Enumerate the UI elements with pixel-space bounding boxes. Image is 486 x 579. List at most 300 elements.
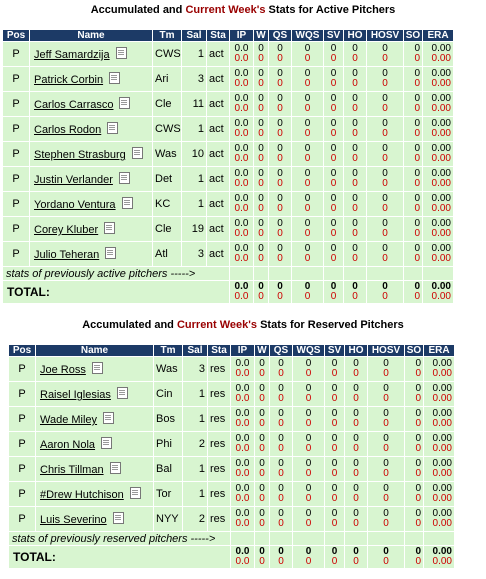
- position-cell: P: [3, 117, 29, 141]
- accumulated-value: 0: [258, 118, 264, 129]
- current-week-value: 0: [259, 393, 265, 404]
- stat-cell-hosv: [367, 242, 403, 266]
- stat-cell-so: [404, 242, 422, 266]
- player-notes-icon[interactable]: [103, 412, 114, 424]
- stat-cell-hosv: [368, 432, 404, 456]
- current-week-value: 0: [305, 418, 312, 429]
- accumulated-value: 0: [352, 93, 358, 104]
- accumulated-value: 0: [277, 243, 283, 254]
- accumulated-value: 0: [352, 68, 358, 79]
- accumulated-value: 0: [305, 483, 312, 494]
- player-name-cell: [30, 167, 152, 191]
- column-header-w[interactable]: W: [254, 30, 268, 41]
- player-name-cell: [30, 42, 152, 66]
- current-week-value: 0: [415, 368, 421, 379]
- current-week-value: 0: [353, 443, 359, 454]
- status-cell: act: [207, 67, 229, 91]
- current-week-value: 0: [382, 103, 388, 114]
- accumulated-value: 0: [305, 508, 312, 519]
- total-cell-hosv: [367, 281, 403, 303]
- accumulated-value: 0: [415, 433, 421, 444]
- current-week-value: 0: [352, 228, 358, 239]
- reserved-pitchers-section: [0, 318, 486, 569]
- status-cell: act: [207, 92, 229, 116]
- column-header-era[interactable]: ERA: [424, 345, 454, 356]
- current-week-value: 0.0: [234, 178, 249, 189]
- stat-cell-ho: [345, 457, 367, 481]
- accumulated-value: 0: [352, 168, 358, 179]
- column-header-name[interactable]: Name: [36, 345, 153, 356]
- column-header-sal[interactable]: Sal: [182, 30, 206, 41]
- accumulated-value: 0.0: [234, 168, 249, 179]
- player-name-link[interactable]: Luis Severino: [40, 514, 107, 526]
- total-current-week-value: 0: [352, 291, 358, 302]
- accumulated-value: 0: [259, 383, 265, 394]
- stat-cell-qs: [269, 192, 291, 216]
- current-week-value: 0: [414, 178, 420, 189]
- column-header-ho[interactable]: HO: [344, 30, 366, 41]
- stat-cell-wqs: [292, 242, 323, 266]
- stat-cell-ip: [230, 242, 253, 266]
- team-cell: Tor: [154, 482, 182, 506]
- total-accumulated-value: 0.0: [235, 546, 250, 557]
- stat-cell-wqs: [292, 217, 323, 241]
- current-week-value: 0: [415, 518, 421, 529]
- pitcher-row: [9, 482, 454, 506]
- player-name-link[interactable]: Patrick Corbin: [34, 74, 104, 86]
- stat-cell-wqs: [293, 382, 324, 406]
- current-week-value: 0: [415, 443, 421, 454]
- current-week-value: 0: [278, 443, 284, 454]
- total-label: TOTAL:: [9, 546, 230, 568]
- accumulated-value: 0: [383, 408, 389, 419]
- player-notes-icon[interactable]: [122, 197, 133, 209]
- total-cell-sv: [324, 281, 343, 303]
- stat-cell-sv: [324, 242, 343, 266]
- stat-cell-ho: [345, 482, 367, 506]
- position-cell: P: [9, 507, 35, 531]
- player-name-link[interactable]: Yordano Ventura: [34, 199, 116, 211]
- accumulated-value: 0: [277, 93, 283, 104]
- stat-cell-qs: [270, 457, 292, 481]
- total-cell-hosv: [368, 546, 404, 568]
- stat-cell-ho: [345, 357, 367, 381]
- total-accumulated-value: 0.00: [432, 546, 452, 557]
- stat-cell-wqs: [292, 92, 323, 116]
- stat-cell-wqs: [292, 117, 323, 141]
- accumulated-value: 0: [383, 458, 389, 469]
- current-week-value: 0: [331, 393, 338, 404]
- stat-cell-qs: [269, 242, 291, 266]
- pitcher-row: [9, 432, 454, 456]
- total-cell-w: [255, 546, 269, 568]
- team-cell: Phi: [154, 432, 182, 456]
- position-cell: P: [9, 382, 35, 406]
- current-week-value: 0: [304, 228, 311, 239]
- team-cell: CWS: [153, 117, 181, 141]
- total-current-week-value: 0: [415, 556, 421, 567]
- accumulated-value: 0: [304, 243, 311, 254]
- player-notes-icon[interactable]: [130, 487, 141, 499]
- stat-cell-hosv: [367, 192, 403, 216]
- column-header-hosv[interactable]: HOSV: [367, 30, 403, 41]
- current-week-value: 0: [304, 253, 311, 264]
- player-notes-icon[interactable]: [107, 122, 118, 134]
- current-week-value: 0: [305, 393, 312, 404]
- current-week-value: 0: [382, 128, 388, 139]
- column-header-wqs[interactable]: WQS: [293, 345, 324, 356]
- column-header-sta[interactable]: Sta: [207, 30, 229, 41]
- current-week-value: 0: [304, 78, 311, 89]
- accumulated-value: 0.0: [235, 433, 250, 444]
- current-week-value: 0: [330, 228, 337, 239]
- player-notes-icon[interactable]: [119, 97, 130, 109]
- total-cell-so: [405, 546, 423, 568]
- stat-cell-ip: [230, 92, 253, 116]
- player-name-link[interactable]: Corey Kluber: [34, 224, 99, 236]
- column-header-qs[interactable]: QS: [269, 30, 291, 41]
- current-week-value: 0: [331, 468, 338, 479]
- accumulated-value: 0: [352, 193, 358, 204]
- player-notes-icon[interactable]: [104, 222, 115, 234]
- team-cell: Bos: [154, 407, 182, 431]
- total-cell-wqs: [292, 281, 323, 303]
- stat-cell-ho: [344, 167, 366, 191]
- current-week-value: 0: [258, 78, 264, 89]
- stat-cell-so: [405, 407, 423, 431]
- empty-cell: [345, 532, 367, 545]
- player-notes-icon[interactable]: [105, 247, 116, 259]
- current-week-value: 0: [331, 493, 338, 504]
- stat-cell-wqs: [293, 482, 324, 506]
- total-current-week-value: 0: [382, 291, 388, 302]
- player-notes-icon[interactable]: [117, 387, 128, 399]
- total-accumulated-value: 0: [259, 546, 265, 557]
- stat-cell-qs: [270, 432, 292, 456]
- empty-cell: [254, 267, 268, 280]
- stat-cell-sv: [324, 117, 343, 141]
- pitcher-row: [3, 92, 453, 116]
- stat-cell-sv: [324, 67, 343, 91]
- accumulated-value: 0: [258, 218, 264, 229]
- current-week-value: 0: [278, 368, 284, 379]
- empty-cell: [255, 532, 269, 545]
- stat-cell-sv: [324, 92, 343, 116]
- current-week-value: 0: [305, 368, 312, 379]
- player-name-link[interactable]: Jeff Samardzija: [34, 49, 110, 61]
- team-cell: CWS: [153, 42, 181, 66]
- column-header-w[interactable]: W: [255, 345, 269, 356]
- stat-cell-era: [424, 507, 454, 531]
- stat-cell-ho: [344, 117, 366, 141]
- column-header-sta[interactable]: Sta: [208, 345, 230, 356]
- stat-cell-wqs: [293, 432, 324, 456]
- stat-cell-w: [254, 192, 268, 216]
- accumulated-value: 0: [414, 68, 420, 79]
- stat-cell-era: [423, 167, 453, 191]
- current-week-value: 0: [414, 228, 420, 239]
- total-cell-ip: [230, 281, 253, 303]
- accumulated-value: 0.00: [432, 458, 452, 469]
- status-cell: act: [207, 142, 229, 166]
- stat-cell-wqs: [292, 142, 323, 166]
- stat-cell-hosv: [368, 507, 404, 531]
- stat-cell-qs: [269, 142, 291, 166]
- stat-cell-hosv: [367, 142, 403, 166]
- empty-cell: [324, 267, 343, 280]
- column-header-hosv[interactable]: HOSV: [368, 345, 404, 356]
- player-name-link[interactable]: Justin Verlander: [34, 174, 113, 186]
- column-header-ip[interactable]: IP: [230, 30, 253, 41]
- total-accumulated-value: 0: [415, 546, 421, 557]
- stat-cell-hosv: [368, 357, 404, 381]
- current-week-value: 0.00: [431, 253, 451, 264]
- total-accumulated-value: 0: [330, 281, 337, 292]
- stat-cell-ip: [230, 67, 253, 91]
- current-week-value: 0: [414, 128, 420, 139]
- accumulated-value: 0: [414, 243, 420, 254]
- player-name-link[interactable]: Carlos Carrasco: [34, 99, 114, 111]
- accumulated-value: 0: [278, 383, 284, 394]
- column-header-pos[interactable]: Pos: [9, 345, 35, 356]
- empty-cell: [230, 267, 253, 280]
- stat-cell-qs: [269, 42, 291, 66]
- salary-cell: 3: [183, 357, 207, 381]
- player-name-link[interactable]: Raisel Iglesias: [40, 389, 111, 401]
- player-name-link[interactable]: Wade Miley: [40, 414, 98, 426]
- position-cell: P: [3, 192, 29, 216]
- current-week-value: 0: [353, 493, 359, 504]
- total-accumulated-value: 0.0: [234, 281, 249, 292]
- current-week-value: 0.0: [235, 468, 250, 479]
- accumulated-value: 0: [353, 458, 359, 469]
- stat-cell-hosv: [368, 482, 404, 506]
- current-week-value: 0: [382, 78, 388, 89]
- stat-cell-w: [254, 117, 268, 141]
- accumulated-value: 0: [382, 243, 388, 254]
- player-name-link[interactable]: Julio Teheran: [34, 249, 100, 261]
- current-week-value: 0: [304, 153, 311, 164]
- total-row: [9, 546, 454, 568]
- accumulated-value: 0: [330, 168, 337, 179]
- empty-cell: [367, 267, 403, 280]
- player-name-link[interactable]: Joe Ross: [40, 364, 86, 376]
- pitcher-row: [3, 217, 453, 241]
- player-name-link[interactable]: Aaron Nola: [40, 439, 96, 451]
- stat-cell-w: [255, 382, 269, 406]
- stat-cell-so: [404, 192, 422, 216]
- current-week-value: 0.0: [234, 78, 249, 89]
- pitcher-row: [9, 407, 454, 431]
- stat-cell-era: [423, 242, 453, 266]
- accumulated-value: 0: [304, 68, 311, 79]
- salary-cell: 11: [182, 92, 206, 116]
- accumulated-value: 0: [382, 43, 388, 54]
- player-name-cell: [30, 92, 152, 116]
- total-label: TOTAL:: [3, 281, 229, 303]
- total-cell-era: [423, 281, 453, 303]
- current-week-value: 0.0: [234, 228, 249, 239]
- total-current-week-value: 0: [259, 556, 265, 567]
- column-header-sv[interactable]: SV: [324, 30, 343, 41]
- current-week-value: 0: [304, 128, 311, 139]
- position-cell: P: [9, 457, 35, 481]
- current-week-value: 0: [304, 103, 311, 114]
- column-header-so[interactable]: SO: [405, 30, 421, 41]
- current-week-value: 0.0: [235, 393, 250, 404]
- empty-cell: [293, 532, 324, 545]
- current-week-value: 0: [278, 418, 284, 429]
- current-week-value: 0: [352, 128, 358, 139]
- previous-pitchers-note: stats of previously reserved pitchers ----->: [9, 532, 230, 545]
- total-accumulated-value: 0: [278, 546, 284, 557]
- current-week-value: 0: [277, 203, 283, 214]
- current-week-value: 0: [259, 443, 265, 454]
- column-header-sv[interactable]: SV: [325, 345, 344, 356]
- player-notes-icon[interactable]: [109, 72, 120, 84]
- column-header-era[interactable]: ERA: [423, 30, 453, 41]
- accumulated-value: 0.0: [235, 458, 250, 469]
- total-cell-w: [254, 281, 268, 303]
- accumulated-value: 0: [259, 433, 265, 444]
- player-notes-icon[interactable]: [101, 437, 112, 449]
- current-week-value: 0: [277, 78, 283, 89]
- total-accumulated-value: 0: [258, 281, 264, 292]
- column-header-ip[interactable]: IP: [231, 345, 254, 356]
- status-cell: res: [208, 457, 230, 481]
- current-week-value: 0: [277, 178, 283, 189]
- column-header-wqs[interactable]: WQS: [292, 30, 323, 41]
- accumulated-value: 0: [352, 243, 358, 254]
- accumulated-value: 0: [305, 433, 312, 444]
- stat-cell-sv: [324, 167, 343, 191]
- total-current-week-value: 0: [383, 556, 389, 567]
- column-header-pos[interactable]: Pos: [3, 30, 29, 41]
- current-week-value: 0: [258, 153, 264, 164]
- accumulated-value: 0: [304, 168, 311, 179]
- stat-cell-so: [404, 92, 422, 116]
- accumulated-value: 0: [277, 168, 283, 179]
- team-cell: Was: [154, 357, 182, 381]
- player-notes-icon[interactable]: [113, 512, 124, 524]
- stat-cell-era: [424, 357, 454, 381]
- total-current-week-value: 0: [353, 556, 359, 567]
- accumulated-value: 0.00: [432, 358, 452, 369]
- stat-cell-sv: [325, 432, 344, 456]
- stat-cell-so: [404, 67, 422, 91]
- accumulated-value: 0: [277, 43, 283, 54]
- stat-cell-hosv: [367, 167, 403, 191]
- player-name-cell: [30, 67, 152, 91]
- column-header-so[interactable]: SO: [406, 345, 422, 356]
- accumulated-value: 0.0: [234, 143, 249, 154]
- accumulated-value: 0: [353, 433, 359, 444]
- current-week-value: 0: [258, 178, 264, 189]
- accumulated-value: 0.00: [432, 483, 452, 494]
- player-notes-icon[interactable]: [119, 172, 130, 184]
- stat-cell-sv: [324, 192, 343, 216]
- status-cell: act: [207, 167, 229, 191]
- stat-cell-ip: [230, 192, 253, 216]
- player-name-cell: [30, 117, 152, 141]
- empty-cell: [292, 267, 323, 280]
- stat-cell-so: [404, 142, 422, 166]
- player-name-cell: [30, 142, 152, 166]
- player-notes-icon[interactable]: [92, 362, 103, 374]
- stat-cell-w: [255, 482, 269, 506]
- accumulated-value: 0: [353, 483, 359, 494]
- current-week-value: 0.00: [431, 203, 451, 214]
- pitcher-row: [9, 457, 454, 481]
- current-week-value: 0: [353, 393, 359, 404]
- column-header-tm[interactable]: Tm: [153, 30, 181, 41]
- position-cell: P: [3, 42, 29, 66]
- stat-cell-wqs: [292, 192, 323, 216]
- current-week-value: 0: [383, 418, 389, 429]
- stat-cell-qs: [270, 357, 292, 381]
- column-header-tm[interactable]: Tm: [154, 345, 182, 356]
- stat-cell-so: [405, 507, 423, 531]
- stat-cell-ip: [231, 482, 254, 506]
- accumulated-value: 0: [330, 118, 337, 129]
- accumulated-value: 0: [352, 143, 358, 154]
- stat-cell-ho: [345, 432, 367, 456]
- accumulated-value: 0.0: [234, 243, 249, 254]
- player-notes-icon[interactable]: [116, 47, 127, 59]
- column-header-sal[interactable]: Sal: [183, 345, 207, 356]
- current-week-value: 0.0: [234, 128, 249, 139]
- accumulated-value: 0: [278, 433, 284, 444]
- total-cell-qs: [269, 281, 291, 303]
- player-name-link[interactable]: Chris Tillman: [40, 464, 104, 476]
- stat-cell-hosv: [367, 42, 403, 66]
- player-name-link[interactable]: Carlos Rodon: [34, 124, 102, 136]
- column-header-name[interactable]: Name: [30, 30, 152, 41]
- current-week-value: 0: [352, 53, 358, 64]
- player-name-cell: [36, 432, 153, 456]
- salary-cell: 1: [183, 407, 207, 431]
- current-week-value: 0: [277, 128, 283, 139]
- current-week-value: 0.00: [431, 153, 451, 164]
- accumulated-value: 0.0: [235, 383, 250, 394]
- stat-cell-wqs: [293, 407, 324, 431]
- player-name-link[interactable]: #Drew Hutchison: [40, 489, 124, 501]
- column-header-ho[interactable]: HO: [345, 345, 367, 356]
- stat-cell-qs: [269, 67, 291, 91]
- accumulated-value: 0: [259, 408, 265, 419]
- stat-cell-so: [405, 482, 423, 506]
- status-cell: res: [208, 407, 230, 431]
- accumulated-value: 0: [330, 193, 337, 204]
- player-name-link[interactable]: Stephen Strasburg: [34, 149, 126, 161]
- salary-cell: 1: [182, 167, 206, 191]
- column-header-qs[interactable]: QS: [270, 345, 292, 356]
- current-week-value: 0: [382, 253, 388, 264]
- accumulated-value: 0.0: [234, 43, 249, 54]
- total-current-week-value: 0: [414, 291, 420, 302]
- accumulated-value: 0.00: [431, 43, 451, 54]
- status-cell: act: [207, 242, 229, 266]
- player-notes-icon[interactable]: [110, 462, 121, 474]
- current-week-value: 0.00: [431, 53, 451, 64]
- player-notes-icon[interactable]: [132, 147, 143, 159]
- total-current-week-value: 0: [331, 556, 338, 567]
- salary-cell: 2: [183, 507, 207, 531]
- stat-cell-ip: [231, 457, 254, 481]
- accumulated-value: 0: [278, 408, 284, 419]
- stat-cell-w: [254, 42, 268, 66]
- active-pitchers-section: [0, 3, 486, 304]
